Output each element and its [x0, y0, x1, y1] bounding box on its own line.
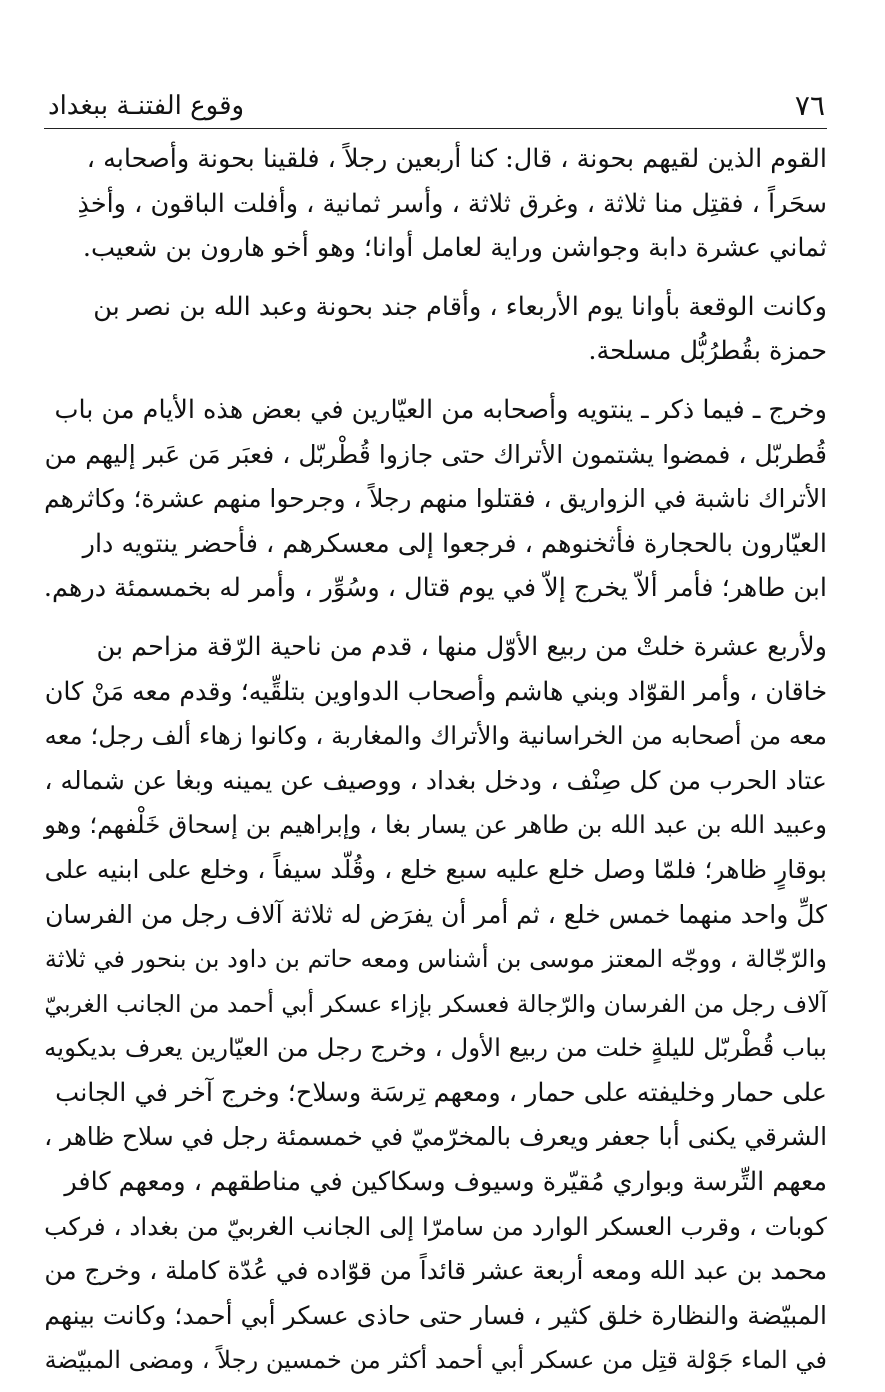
- paragraph: [44, 137, 827, 271]
- paragraph: [44, 388, 827, 611]
- text-line: وخرج ـ فيما ذكر ـ ينتويه وأصحابه من العيّارين في بعض هذه الأيام من باب: [54, 394, 827, 425]
- text-line: معهم التِّرسة وبواري مُقيّرة وسيوف وسكاكين في مناطقهم ، ومعهم كافر: [64, 1167, 827, 1198]
- text-line: القوم الذين لقيهم بحونة ، قال: كنا أربعين رجلاً ، فلقينا بحونة وأصحابه ،: [86, 144, 827, 174]
- text-line: معه من أصحابه من الخراسانية والأتراك والمغاربة ، وكانوا زهاء ألف رجل؛ معه: [44, 721, 827, 751]
- text-line: ولأربع عشرة خلتْ من ربيع الأوّل منها ، قدم من ناحية الرّقة مزاحم بن: [96, 631, 827, 662]
- text-line: الشرقي يكنى أبا جعفر ويعرف بالمخرّميّ في خمسمئة رجل في سلاح ظاهر ،: [44, 1122, 827, 1152]
- text-line: حمزة بقُطرُبُّل مسلحة.: [588, 336, 827, 367]
- text-line: المبيّضة والنظارة خلق كثير ، فسار حتى حاذى عسكر أبي أحمد؛ وكانت بينهم: [44, 1300, 827, 1330]
- paragraph: [44, 625, 827, 1383]
- text-line: بوقارٍ ظاهر؛ فلمّا وصل خلع عليه سبع خلع ، وقُلّد سيفاً ، وخلع على ابنيه على: [44, 854, 827, 884]
- text-line: آلاف رجل من الفرسان والرّجالة فعسكر بإزاء عسكر أبي أحمد من الجانب الغربيّ: [44, 989, 827, 1018]
- text-line: وكانت الوقعة بأوانا يوم الأربعاء ، وأقام جند بحونة وعبد الله بن نصر بن: [93, 291, 827, 322]
- text-body: [44, 137, 827, 1383]
- text-line: محمد بن عبد الله ومعه أربعة عشر قائداً من قوّاده في عُدّة كاملة ، وخرج من: [44, 1256, 827, 1286]
- text-line: عتاد الحرب من كل صِنْف ، ودخل بغداد ، ووصيف عن يمينه وبغا عن شماله ،: [44, 765, 827, 795]
- text-line: قُطربّل ، فمضوا يشتمون الأتراك حتى جازوا قُطْربّل ، فعبَر مَن عَبر إليهم من: [44, 439, 827, 469]
- text-line: العيّارون بالحجارة فأثخنوهم ، فرجعوا إلى معسكرهم ، فأحضر ينتويه دار: [82, 528, 827, 559]
- paragraph: [44, 285, 827, 374]
- text-line: في الماء جَوْلة قتِل من عسكر أبي أحمد أكثر من خمسين رجلاً ، ومضى المبيّضة: [44, 1346, 827, 1375]
- running-title: وقوع الفتنـة ببغداد: [48, 91, 245, 121]
- text-line: بباب قُطْربّل لليلةٍ خلت من ربيع الأول ، وخرج رجل من العيّارين يعرف بديكويه: [44, 1033, 827, 1063]
- text-line: الأتراك ناشبة في الزواريق ، فقتلوا منهم رجلاً ، وجرحوا منهم عشرة؛ وكاثرهم: [44, 484, 827, 514]
- page-number: ٧٦: [794, 89, 825, 122]
- text-line: والرّجّالة ، ووجّه المعتز موسى بن أشناس ومعه حاتم بن داود بن بنحور في ثلاثة: [44, 945, 827, 974]
- text-line: كوبات ، وقرب العسكر الوارد من سامرّا إلى الجانب الغربيّ من بغداد ، فركب: [44, 1211, 827, 1241]
- text-line: وعبيد الله بن عبد الله بن طاهر عن يسار بغا ، وإبراهيم بن إسحاق خَلْفهم؛ وهو: [44, 810, 827, 840]
- text-line: سحَراً ، فقتِل منا ثلاثة ، وغرق ثلاثة ، وأسر ثمانية ، وأفلت الباقون ، وأخذِ: [77, 188, 827, 219]
- text-line: ثماني عشرة دابة وجواشن وراية لعامل أوانا؛ وهو أخو هارون بن شعيب.: [82, 233, 827, 264]
- text-line: ابن طاهر؛ فأمر ألاّ يخرج إلاّ في يوم قتال ، وسُوِّر ، وأمر له بخمسمئة درهم.: [43, 573, 827, 604]
- running-header: [44, 88, 827, 129]
- text-line: على حمار وخليفته على حمار ، ومعهم تِرسَة وسلاح؛ وخرج آخر في الجانب: [55, 1077, 827, 1108]
- text-line: كلِّ واحد منهما خمس خلع ، ثم أمر أن يفرَض له ثلاثة آلاف رجل من الفرسان: [45, 899, 827, 929]
- text-line: خاقان ، وأمر القوّاد وبني هاشم وأصحاب الدواوين بتلقِّيه؛ وقدم معه مَنْ كان: [44, 676, 827, 706]
